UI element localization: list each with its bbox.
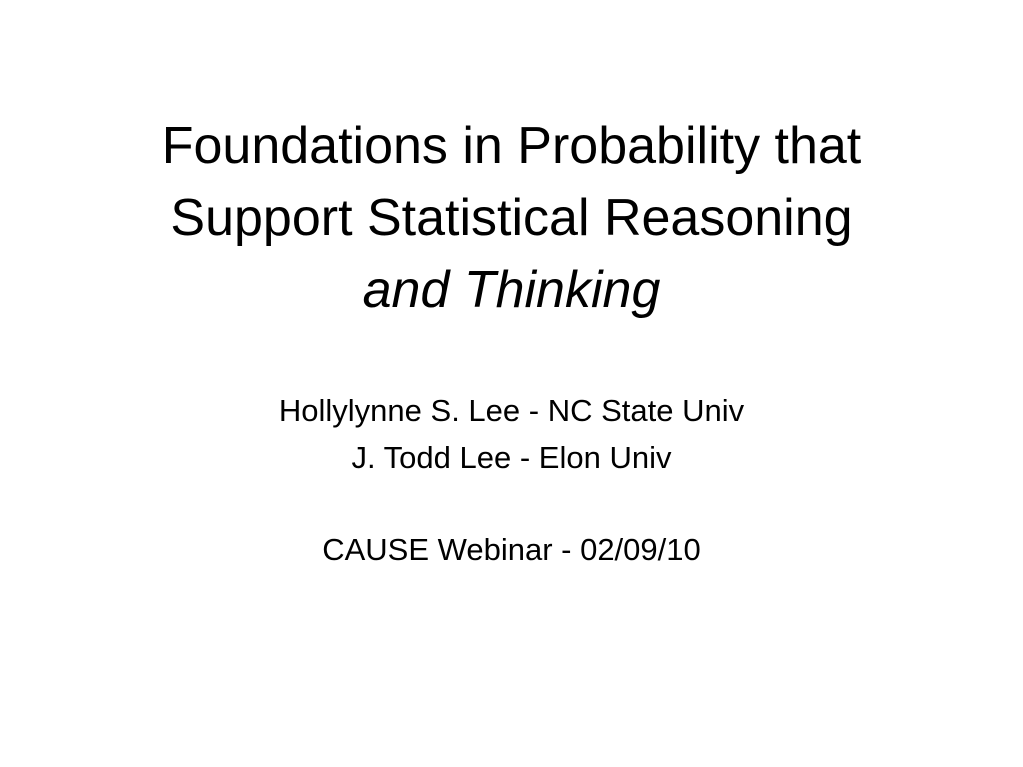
author-1: Hollylynne S. Lee - NC State Univ <box>278 393 745 428</box>
authors-block <box>40 387 983 481</box>
title-line-2: Support Statistical Reasoning <box>170 189 853 247</box>
title-line-1: Foundations in Probability that <box>161 117 862 175</box>
title-line-3: and Thinking <box>362 261 661 319</box>
slide-title <box>40 110 983 326</box>
event-info: CAUSE Webinar - 02/09/10 <box>322 532 701 567</box>
author-2: J. Todd Lee - Elon Univ <box>351 440 672 475</box>
